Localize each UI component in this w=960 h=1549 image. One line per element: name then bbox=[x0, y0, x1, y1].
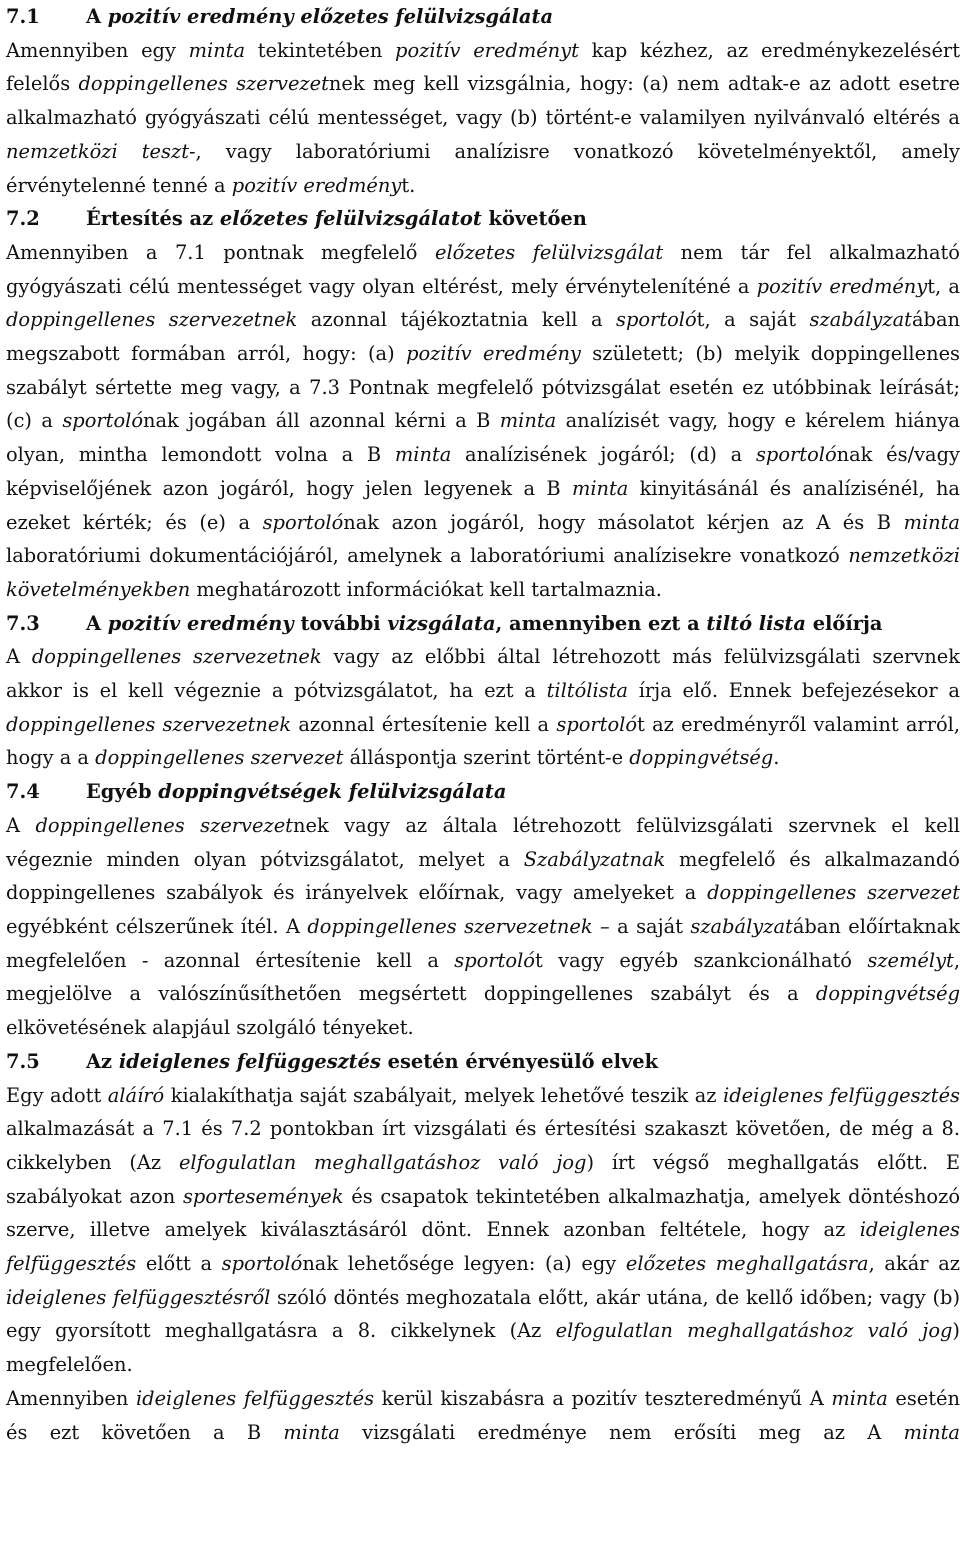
section-title-segment: Értesítés az bbox=[86, 207, 220, 231]
paragraph-text-segment: tekintetében bbox=[245, 38, 396, 62]
body-paragraph bbox=[6, 1079, 960, 1382]
paragraph-text-segment: nemzetközi teszt- bbox=[6, 139, 196, 163]
paragraph-text-segment: meghatározott információkat kell tartalmaznia. bbox=[190, 577, 662, 601]
paragraph-text-segment: sportoló bbox=[616, 308, 697, 332]
paragraph-text-segment: elfogulatlan meghallgatáshoz való jog bbox=[555, 1319, 953, 1343]
paragraph-text-segment: minta bbox=[283, 1420, 340, 1444]
paragraph-text-segment: kialakíthatja saját szabályait, melyek lehetővé teszik az bbox=[164, 1083, 723, 1107]
paragraph-text-segment: ideiglenes felfüggesztés bbox=[723, 1083, 960, 1107]
paragraph-text-segment: elfogulatlan meghallgatáshoz való jog bbox=[178, 1150, 587, 1174]
section-title-segment: A bbox=[86, 5, 108, 28]
paragraph-text-segment: analízisét vagy, hogy e kérelem hiánya olyan, mintha lemondott volna a B bbox=[6, 409, 960, 467]
section-title-segment: tiltó lista bbox=[706, 611, 806, 635]
paragraph-text-segment: analízisének jogáról; (d) a bbox=[451, 443, 756, 467]
paragraph-text-segment: nak jogában áll azonnal kérni a B bbox=[143, 409, 500, 433]
section-title-segment: A bbox=[86, 611, 108, 635]
section-title-segment: vizsgálata bbox=[387, 611, 496, 635]
section-heading bbox=[6, 1045, 960, 1079]
section-title-segment: Egyéb bbox=[86, 780, 159, 804]
paragraph-text-segment: pozitív eredmény bbox=[756, 274, 928, 298]
paragraph-text-segment: szabályzat bbox=[809, 308, 912, 332]
section-title-segment: követően bbox=[481, 207, 587, 231]
paragraph-text-segment: kap kézhez, az eredménykezelésért felelős bbox=[6, 38, 960, 96]
paragraph-text-segment: doppingvétség bbox=[815, 982, 960, 1006]
paragraph-text-segment: minta bbox=[499, 409, 557, 433]
paragraph-text-segment: szabályzat bbox=[690, 914, 793, 938]
paragraph-text-segment: Amennyiben bbox=[6, 1386, 136, 1410]
section-title-segment: Az bbox=[86, 1049, 119, 1073]
document-page bbox=[6, 0, 960, 1449]
paragraph-text-segment: tiltólista bbox=[546, 679, 628, 703]
paragraph-text-segment: . bbox=[773, 746, 780, 770]
paragraph-text-segment: doppingellenes szervezet bbox=[707, 881, 960, 905]
paragraph-text-segment: nak lehetősége legyen: (a) egy bbox=[302, 1252, 626, 1276]
paragraph-text-segment: sportoló bbox=[454, 948, 535, 972]
paragraph-text-segment: előzetes felülvizsgálat bbox=[434, 240, 664, 264]
paragraph-text-segment: minta bbox=[831, 1386, 888, 1410]
paragraph-text-segment: sportoló bbox=[262, 510, 344, 534]
paragraph-text-segment: nak azon jogáról, hogy másolatot kérjen az A és B bbox=[343, 510, 904, 534]
paragraph-text-segment: sportoló bbox=[755, 443, 837, 467]
section-title-segment: pozitív eredmény bbox=[107, 611, 294, 635]
paragraph-text-segment: alkalmazását a 7.1 és 7.2 pontokban írt vizsgálati és értesítési szakaszt követően, de még a 8. cikkelyben (Az bbox=[6, 1117, 960, 1174]
paragraph-text-segment: sportesemények bbox=[182, 1184, 344, 1208]
paragraph-text-segment: nek vagy az általa létrehozott felülvizsgálati szervnek el kell végeznie minden olyan pótvizsgálatot, melyet a bbox=[6, 813, 960, 871]
paragraph-text-segment: ) megfelelően. bbox=[6, 1319, 960, 1377]
body-paragraph bbox=[6, 34, 960, 203]
paragraph-text-segment: Szabályzatnak bbox=[523, 847, 666, 871]
section-title-segment: pozitív eredmény előzetes felülvizsgálata bbox=[107, 5, 554, 28]
paragraph-text-segment: esetén és ezt követően a B bbox=[6, 1386, 960, 1444]
paragraph-text-segment: nem tár fel alkalmazható gyógyászati célú mentességet vagy olyan eltérést, mely érvényteleníténé a bbox=[6, 240, 960, 298]
paragraph-text-segment: álláspontja szerint történt-e bbox=[343, 746, 630, 770]
section-title-segment: ideiglenes felfüggesztés bbox=[118, 1049, 381, 1073]
paragraph-text-segment: doppingellenes szervezetnek bbox=[307, 914, 593, 938]
paragraph-text-segment: szóló döntés meghozatala előtt, akár utána, de kellő időben; vagy (b) egy gyorsított meghallgatásra a 8. cikkelynek (Az bbox=[6, 1285, 960, 1343]
section-number: 7.5 bbox=[6, 1049, 40, 1073]
section-heading bbox=[6, 202, 960, 236]
paragraph-text-segment: minta bbox=[903, 510, 960, 534]
section-number: 7.2 bbox=[6, 207, 40, 231]
paragraph-text-segment: nemzetközi követelményekben bbox=[6, 544, 960, 601]
paragraph-text-segment: t, a bbox=[927, 274, 960, 298]
paragraph-text-segment: vagy az előbbi által létrehozott más felülvizsgálati szervnek akkor is el kell végeznie a pótvizsgálatot, ha ezt a bbox=[6, 645, 960, 703]
section-number: 7.1 bbox=[6, 5, 40, 28]
paragraph-text-segment: ideiglenes felfüggesztés bbox=[135, 1386, 375, 1410]
section-title-segment: további bbox=[293, 611, 388, 635]
paragraph-text-segment: A bbox=[6, 645, 32, 669]
section-number: 7.4 bbox=[6, 780, 40, 804]
paragraph-text-segment: t, a saját bbox=[696, 308, 810, 332]
paragraph-text-segment: előzetes meghallgatásra bbox=[625, 1252, 869, 1276]
paragraph-text-segment: , megjelölve a valószínűsíthetően megsértett doppingellenes szabályt és a bbox=[6, 948, 960, 1006]
paragraph-text-segment: született; (b) melyik doppingellenes szabályt sértette meg vagy, a 7.3 Pontnak megfelelő pótvizsgálat esetén ez utóbbinak leírását; (c) a bbox=[6, 342, 960, 433]
paragraph-text-segment: , vagy laboratóriumi analízisre vonatkozó követelményektől, amely érvénytelenné tenné a bbox=[6, 139, 960, 197]
paragraph-text-segment: doppingellenes szervezet bbox=[35, 813, 293, 837]
paragraph-text-segment: – a saját bbox=[592, 914, 691, 938]
paragraph-text-segment: azonnal értesítenie kell a bbox=[291, 712, 557, 736]
paragraph-text-segment: aláíró bbox=[107, 1083, 165, 1107]
paragraph-text-segment: sportoló bbox=[556, 712, 638, 736]
section-title-segment: esetén érvényesülő elvek bbox=[380, 1049, 659, 1073]
section-title-segment: doppingvétségek felülvizsgálata bbox=[158, 780, 507, 804]
paragraph-text-segment: pozitív eredményt bbox=[395, 38, 579, 62]
paragraph-text-segment: Amennyiben egy bbox=[6, 38, 189, 62]
paragraph-text-segment: megfelelő és alkalmazandó doppingellenes szabályok és irányelvek előírnak, vagy amelyeket a bbox=[6, 847, 960, 905]
body-paragraph bbox=[6, 640, 960, 775]
paragraph-text-segment: t vagy egyéb szankcionálható bbox=[534, 948, 868, 972]
body-paragraph bbox=[6, 809, 960, 1045]
paragraph-text-segment: doppingellenes szervezetnek bbox=[31, 645, 322, 669]
paragraph-text-segment: nek meg kell vizsgálnia, hogy: (a) nem adtak-e az adott esetre alkalmazható gyógyászati célú mentességet, vagy (b) történt-e valamilyen nyilvánvaló eltérés a bbox=[6, 72, 960, 130]
section-title-segment: , amennyiben ezt a bbox=[495, 611, 707, 635]
paragraph-text-segment: egyébként célszerűnek ítél. A bbox=[6, 914, 308, 938]
paragraph-text-segment: ában megszabott formában arról, hogy: (a) bbox=[6, 308, 960, 366]
paragraph-text-segment: doppingvétség bbox=[629, 746, 774, 770]
paragraph-text-segment: írja elő. Ennek befejezésekor a bbox=[627, 679, 960, 703]
paragraph-text-segment: ideiglenes felfüggesztés bbox=[6, 1218, 960, 1276]
paragraph-text-segment: t az eredményről valamint arról, hogy a a bbox=[6, 712, 960, 770]
paragraph-text-segment: sportoló bbox=[62, 409, 143, 433]
paragraph-text-segment: személyt bbox=[867, 948, 954, 972]
paragraph-text-segment: minta bbox=[394, 443, 452, 467]
paragraph-text-segment: minta bbox=[571, 476, 629, 500]
paragraph-text-segment: , akár az bbox=[868, 1252, 960, 1276]
paragraph-text-segment: kinyitásánál és analízisénél, ha ezeket kérték; és (e) a bbox=[6, 476, 960, 534]
paragraph-text-segment: Egy adott bbox=[6, 1083, 108, 1107]
paragraph-text-segment: t. bbox=[401, 173, 416, 197]
paragraph-text-segment: pozitív eredmény bbox=[231, 173, 402, 197]
paragraph-text-segment: és csapatok tekintetében alkalmazhatja, amelyek döntéshozó szerve, illetve amelyek kiválasztásáról dönt. Ennek azonban feltétele, hogy az bbox=[6, 1184, 960, 1242]
section-heading bbox=[6, 0, 960, 34]
paragraph-text-segment: kerül kiszabásra a pozitív teszteredményű A bbox=[374, 1386, 832, 1410]
paragraph-text-segment: laboratóriumi dokumentációjáról, amelynek a laboratóriumi analízisekre vonatkozó bbox=[6, 544, 849, 568]
paragraph-text-segment: ) írt végső meghallgatás előtt. E szabályokat azon bbox=[6, 1150, 960, 1208]
paragraph-text-segment: azonnal tájékoztatnia kell a bbox=[297, 308, 617, 332]
paragraph-text-segment: doppingellenes szervezet bbox=[78, 72, 329, 96]
paragraph-text-segment: doppingellenes szervezetnek bbox=[6, 308, 298, 332]
paragraph-text-segment: vizsgálati eredménye nem erősíti meg az A bbox=[339, 1420, 904, 1444]
paragraph-text-segment: minta bbox=[903, 1420, 960, 1444]
section-title-segment: előzetes felülvizsgálatot bbox=[219, 207, 482, 231]
section-heading bbox=[6, 775, 960, 809]
paragraph-text-segment: sportoló bbox=[221, 1252, 303, 1276]
paragraph-text-segment: A bbox=[6, 813, 36, 837]
paragraph-text-segment: elkövetésének alapjául szolgáló tényeket. bbox=[6, 1016, 414, 1040]
paragraph-text-segment: nak és/vagy képviselőjének azon jogáról, hogy jelen legyenek a B bbox=[6, 443, 960, 500]
paragraph-text-segment: ában előírtaknak megfelelően - azonnal értesítenie kell a bbox=[6, 914, 960, 972]
body-paragraph bbox=[6, 236, 960, 607]
section-title-segment: előírja bbox=[805, 611, 883, 635]
body-paragraph bbox=[6, 1382, 960, 1449]
section-number: 7.3 bbox=[6, 611, 40, 635]
paragraph-text-segment: doppingellenes szervezetnek bbox=[6, 712, 292, 736]
paragraph-text-segment: minta bbox=[188, 38, 246, 62]
paragraph-text-segment: pozitív eredmény bbox=[406, 342, 581, 366]
paragraph-text-segment: előtt a bbox=[136, 1252, 222, 1276]
paragraph-text-segment: doppingellenes szervezet bbox=[95, 746, 344, 770]
paragraph-text-segment: Amennyiben a 7.1 pontnak megfelelő bbox=[6, 240, 435, 264]
paragraph-text-segment: ideiglenes felfüggesztésről bbox=[6, 1285, 271, 1309]
section-heading bbox=[6, 607, 960, 641]
